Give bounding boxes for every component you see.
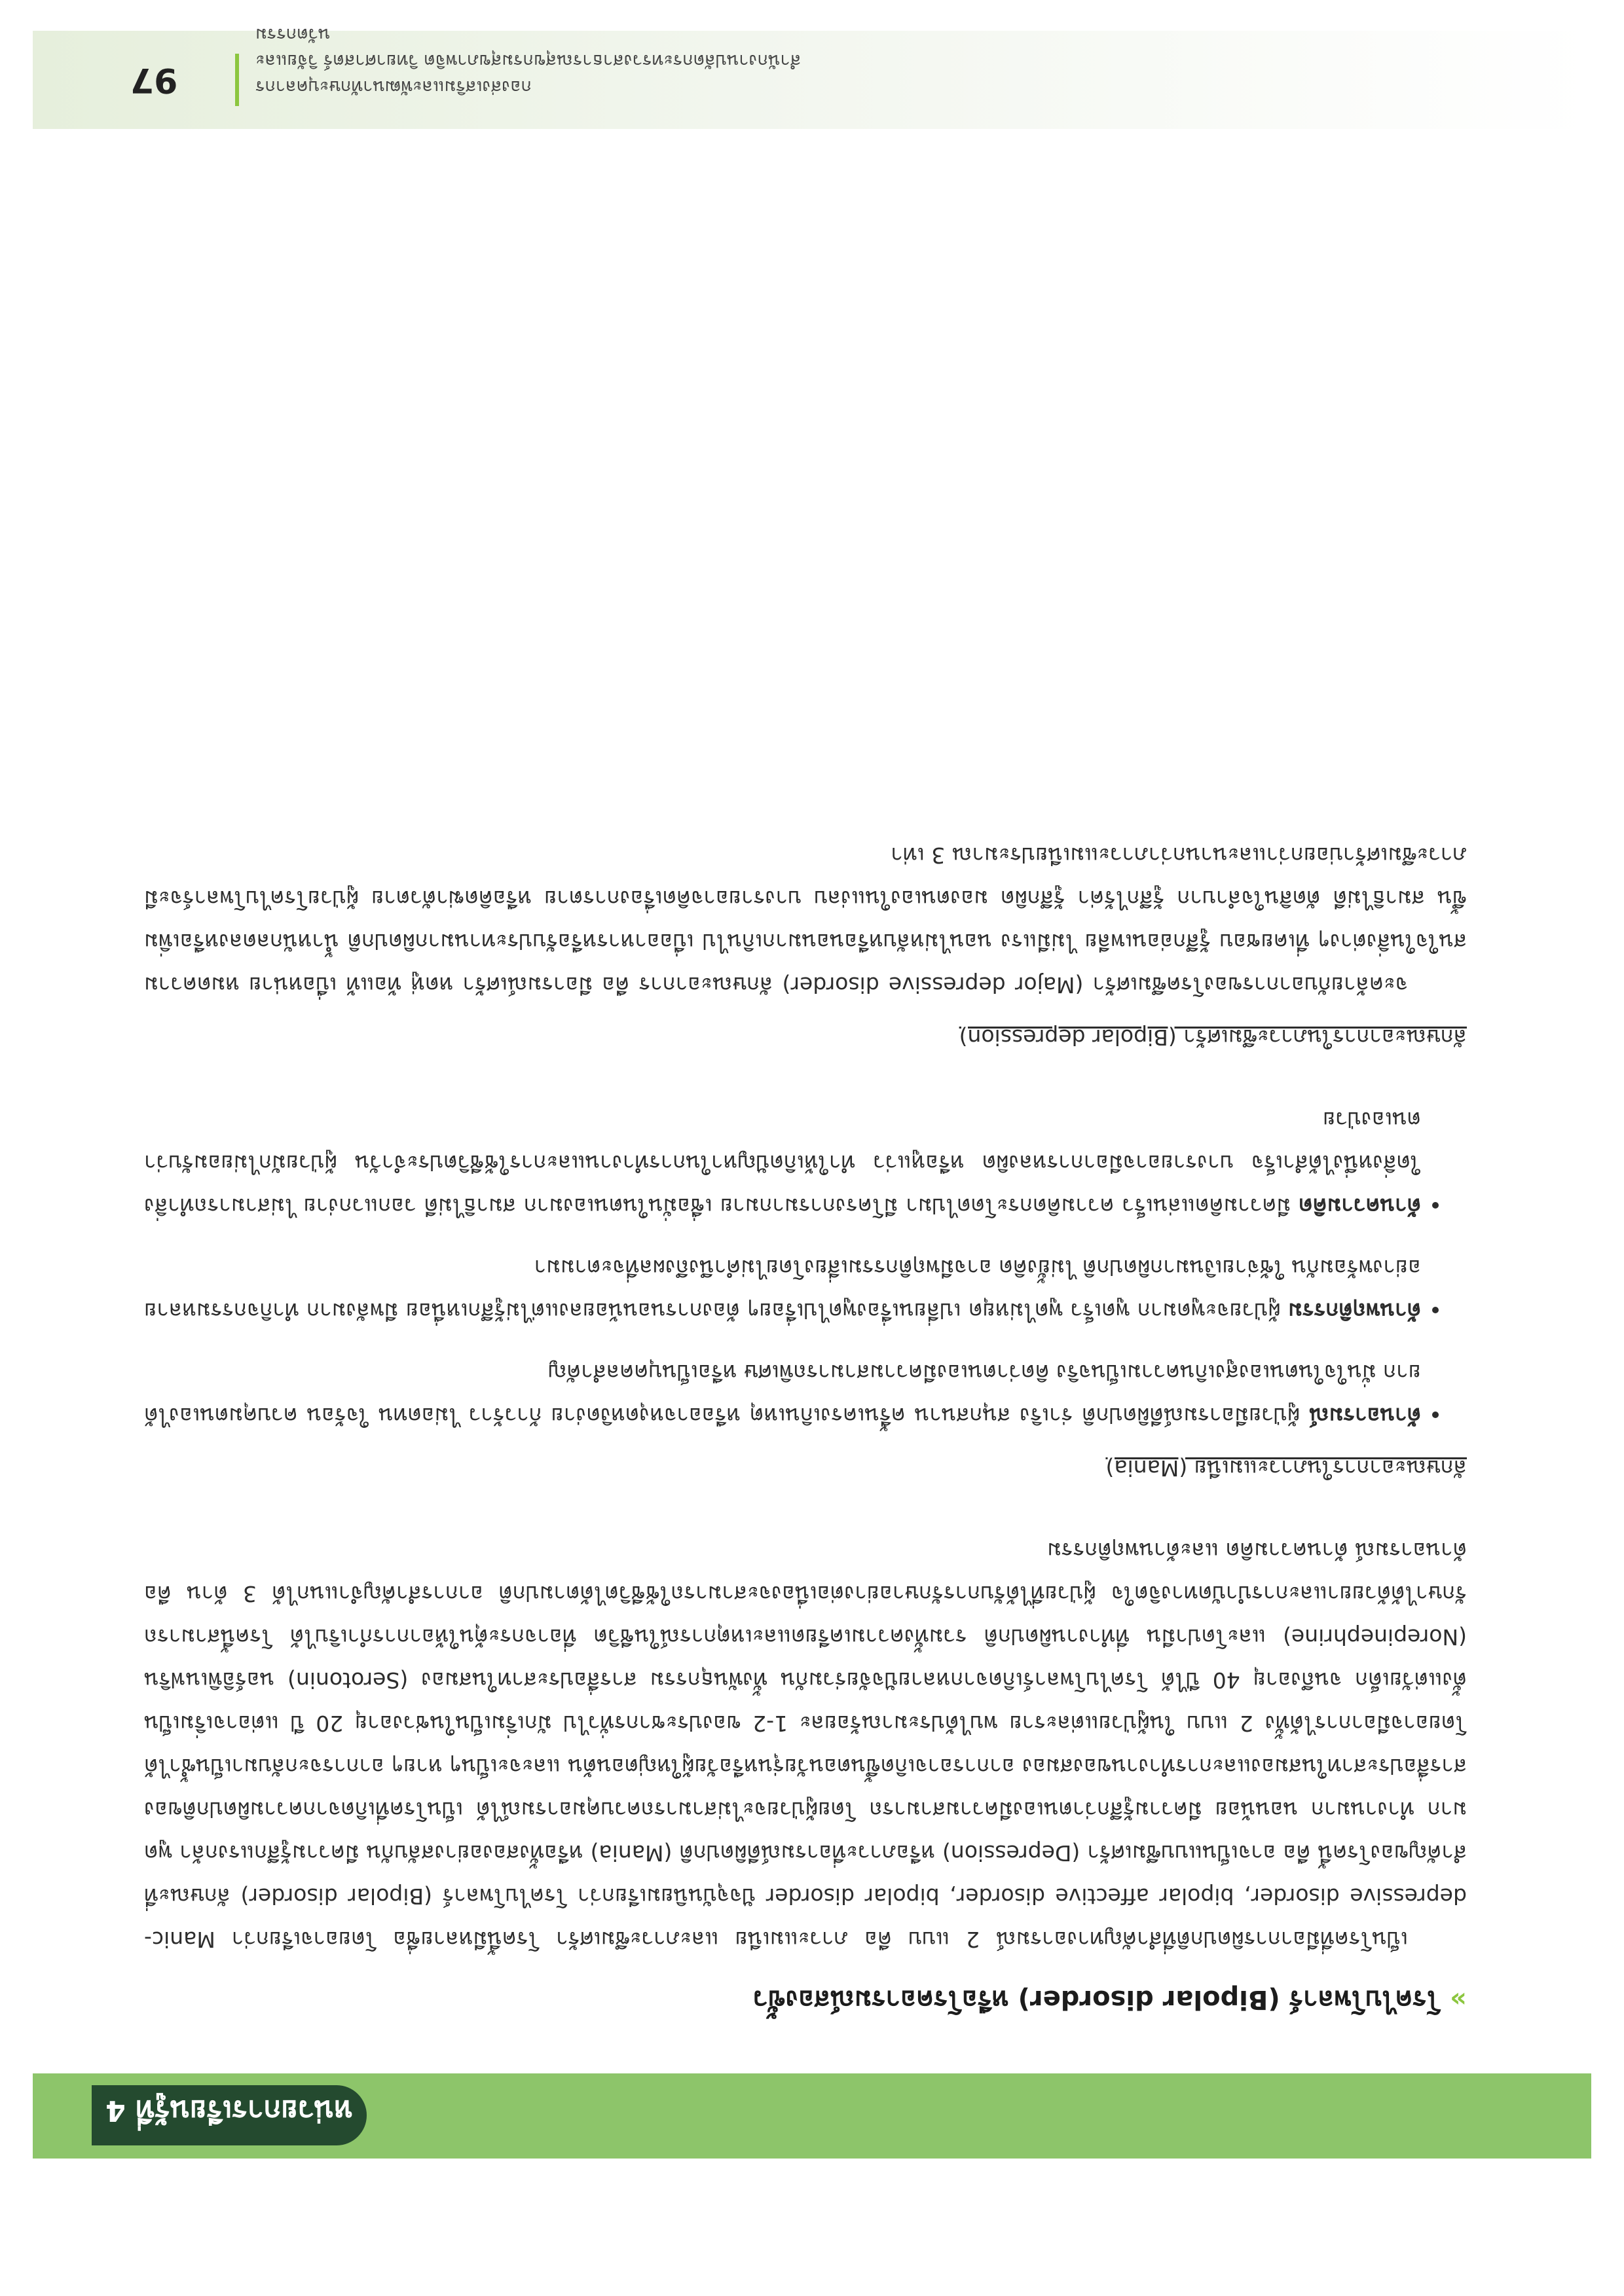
header-title xyxy=(255,21,864,100)
depression-paragraph: จะคล้ายกับอาการของโรคซึมเศร้า (Major depressive disorder) ลักษณะอาการ คือ มีอารมณ์เศร้า หดหู่ ท้อแท้ เบื่อหน่าย หมดความสนใจในสิ่งต่างๆ ที่เคยชอบ รู้สึกอ่อนเพลีย ไม่มีแรง นอนไม่หลับหรือนอนมากเกินไป เบื่ออาหารหรือรับประทานมากผิดปกติ น้ำหนักลดลงหรือเพิ่มขึ้น สมาธิไม่ดี ตัดสินใจลำบาก รู้สึกไร้ค่า รู้สึกผิด มองตนเองในแง่ลบ บางรายอาจคิดเรื่องการตาย หรือคิดฆ่าตัวตาย ผู้ป่วยโรคไบโพลาร์จะมีภาวะซึมเศร้าบ่อยกว่าและนานกว่าภาวะแมเนียประมาณ 3 เท่า xyxy=(144,843,1467,998)
list-item xyxy=(144,1246,1421,1332)
unit-label: หน่วยการเรียนรู้ที่ 4 xyxy=(105,2094,353,2127)
section-title xyxy=(144,1979,1467,2021)
header-title-line2: สำนักงานปลัดกระทรวงสาธารณสุขกรมสุขภาพจิต วิทยาศาสตร์ วิจัยและนวัตกรรม xyxy=(255,24,802,71)
mania-heading: ลักษณะอาการในภาวะแมเนีย (Mania) xyxy=(1105,1455,1467,1481)
section-title-text: โรคไบโพลาร์ (Bipolar disorder) หรือโรคอารมณ์สองขั้ว xyxy=(752,1984,1441,2014)
chevron-icon: » xyxy=(1450,1984,1467,2014)
depression-heading: ลักษณะอาการในภาวะซึมเศร้า (Bipolar depression) xyxy=(959,1025,1467,1050)
mania-item-head: ด้านพฤติกรรม xyxy=(1288,1298,1421,1324)
mania-item-text: ผู้ป่วยมีอารมณ์ดีผิดปกติ ร่าเริง สนุกสนาน ครื้นเครงเกินเหตุ หรืออาจหงุดหงิดง่าย ก้าวร้าว ไม่อดทน ใจร้อน ควบคุมตนเองได้ยาก มั่นใจในตนเองสูงเกินความเป็นจริง คิดว่าตนเองมีความสามารถพิเศษ หรือเป็นบุคคลสำคัญ xyxy=(144,1360,1421,1429)
mania-item-text: ผู้ป่วยจะพูดมาก พูดเร็ว พูดไม่หยุด เปลี่ยนเรื่องพูดไปเรื่อยๆ ต้องการนอนน้อยลงแต่ไม่รู้สึกเหนื่อย มีพลังมาก ทำกิจกรรมหลายอย่างพร้อมกัน ใช้จ่ายเงินมากผิดปกติ ไม่ยั้งคิด อาจมีพฤติกรรมเสี่ยงโดยไม่คำนึงถึงผลที่จะตามมา xyxy=(144,1255,1421,1324)
page-number: 97 xyxy=(130,60,178,100)
main-content xyxy=(144,833,1467,2021)
mania-item-head: ด้านความคิด xyxy=(1299,1194,1421,1219)
list-item xyxy=(144,1098,1421,1228)
intro-paragraph: เป็นโรคที่มีอาการผิดปกติที่สำคัญทางอารมณ์ 2 แบบ คือ ภาวะแมเนีย และภาวะซึมเศร้า โรคนี้มีหลายชื่อ โดยอาจเรียกว่า Manic-depressive disorder, bipolar affective disorder, bipolar disorder ปัจจุบันนิยมเรียกว่า โรคไบโพลาร์ (Bipolar disorder) ลักษณะที่สำคัญของโรคนี้ คือ อาจเป็นแบบซึมเศร้า (Depression) หรือภาวะที่อารมณ์ดีผิดปกติ (Mania) หรือทั้งสองอย่างสลับกัน มีความรู้สึกแรงกล้า พูดมาก ทำงานมาก นอนน้อย มีความรู้สึกว่าตนเองมีความสามารถ โดยผู้ป่วยจะไม่สามารถควบคุมอารมณ์ได้ เป็นโรคที่เกิดจากความผิดปกติของสารสื่อประสาทในสมองและการทำงานของสมอง อาการอาจเกิดขึ้นตอนวัยรุ่นหรือวัยผู้ใหญ่ตอนต้น และจะเป็นๆ หายๆ อาการจะกลับมาเป็นซ้ำได้ โดยอาจมีอาการได้ทั้ง 2 แบบ ในผู้ป่วยแต่ละราย พบได้ประมาณร้อยละ 1-2 ของประชากรทั่วไป มักเริ่มเป็นในช่วงอายุ 20 ปี แต่อาจเริ่มเป็นตั้งแต่วัยเด็ก จนถึงอายุ 40 ปีได้ โรคไบโพลาร์เกิดจากหลายปัจจัยร่วมกัน ทั้งพันธุกรรม สารสื่อประสาทในสมอง (Serotonin) นอร์อิพิเนฟริน (Norepinephrine) และโดปามีน ที่ทำงานผิดปกติ รวมทั้งความเครียดและเหตุการณ์ในชีวิต ที่อาจกระตุ้นให้อาการกำเริบได้ โรคนี้สามารถรักษาได้ด้วยยาและการบำบัดทางจิตใจ ผู้ป่วยที่ได้รับการรักษาอย่างต่อเนื่องจะสามารถใช้ชีวิตได้ตามปกติ อาการสำคัญจำแนกได้ 3 ด้าน คือ ด้านอารมณ์ ด้านความคิด และด้านพฤติกรรม xyxy=(144,1538,1467,1952)
header-divider xyxy=(235,54,239,106)
mania-item-head: ด้านอารมณ์ xyxy=(1309,1403,1421,1429)
mania-item-text: มีความคิดแล่นเร็ว ความคิดกระโดดไปมา มีโครงการมากมาย เชื่อมั่นในตนเองมาก สมาธิไม่ดี วอกแวกง่าย ไม่สามารถทำสิ่งใดสิ่งหนึ่งได้สำเร็จ บางรายอาจมีอาการหลงผิด หรือหูแว่ว ทำให้เกิดปัญหาในการทำงานและการใช้ชีวิตประจำวัน ผู้ป่วยมักไม่ยอมรับว่าตนเองป่วย xyxy=(144,1107,1421,1219)
list-item xyxy=(144,1351,1421,1437)
mania-list xyxy=(144,1098,1467,1437)
header-title-line1: กองส่งเสริมและพัฒนาทักษะบุคลากร xyxy=(255,77,532,97)
